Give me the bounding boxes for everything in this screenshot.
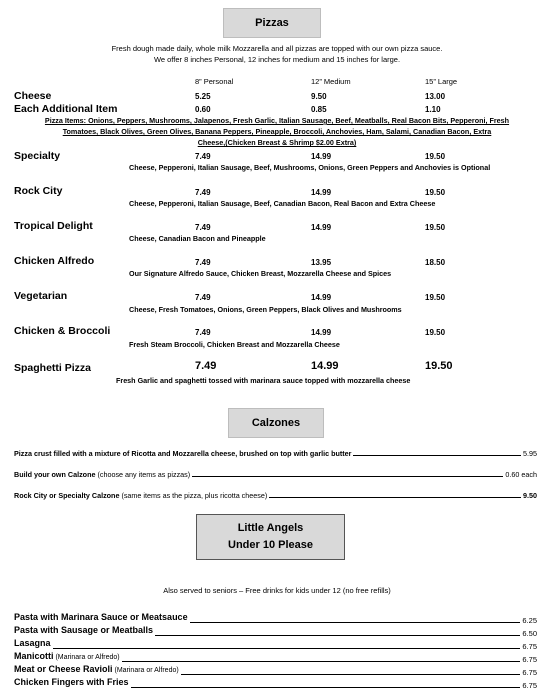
kids-row-price: 6.75	[522, 668, 537, 677]
size-large: 15” Large	[425, 77, 458, 86]
leader-line	[353, 455, 521, 456]
additional-price-personal: 0.60	[195, 105, 211, 114]
calzone-row-label: Pizza crust filled with a mixture of Ricotta and Mozzarella cheese, brushed on top with garlic butter	[14, 449, 352, 458]
kids-row-note: (Marinara or Alfredo)	[112, 667, 179, 674]
calzone-row-price: 9.50	[523, 491, 537, 500]
kids-row-price: 6.75	[522, 681, 537, 690]
chicken-alfredo-name: Chicken Alfredo	[14, 255, 95, 267]
spaghetti-pizza-desc: Fresh Garlic and spaghetti tossed with marinara sauce topped with mozzarella cheese	[116, 376, 411, 385]
additional-name: Each Additional Item	[14, 103, 118, 115]
tropical-delight-price-large: 19.50	[425, 223, 446, 232]
chicken-alfredo-desc: Our Signature Alfredo Sauce, Chicken Breast, Mozzarella Cheese and Spices	[129, 269, 392, 278]
calzone-row-price: 5.95	[523, 449, 537, 458]
size-medium: 12” Medium	[311, 77, 351, 86]
chicken-broccoli-price-personal: 7.49	[195, 328, 211, 337]
kids-heading-box	[196, 514, 345, 560]
kids-row-label: Lasagna	[14, 638, 51, 648]
size-personal: 8” Personal	[195, 77, 234, 86]
calzone-row-price: 0.60 each	[505, 470, 537, 479]
pizzas-heading-box	[223, 8, 321, 38]
pizza-items-label: Pizza Items:	[44, 116, 87, 125]
rock-city-price-personal: 7.49	[195, 188, 211, 197]
vegetarian-desc: Cheese, Fresh Tomatoes, Onions, Green Peppers, Black Olives and Mushrooms	[129, 305, 402, 314]
chicken-broccoli-price-large: 19.50	[425, 328, 446, 337]
additional-price-large: 1.10	[425, 105, 441, 114]
cheese-price-personal: 5.25	[195, 92, 211, 101]
pizza-items-line3: Cheese,(Chicken Breast & Shrimp $2.00 Extra)	[197, 138, 357, 147]
chicken-alfredo-price-medium: 13.95	[311, 258, 332, 267]
vegetarian-price-personal: 7.49	[195, 293, 211, 302]
specialty-name: Specialty	[14, 150, 61, 162]
rock-city-price-medium: 14.99	[311, 188, 332, 197]
kids-row-price: 6.25	[522, 616, 537, 625]
rock-city-price-large: 19.50	[425, 188, 446, 197]
calzone-row-build-your-own	[14, 470, 537, 479]
chicken-broccoli-desc: Fresh Steam Broccoli, Chicken Breast and Mozzarella Cheese	[129, 340, 340, 349]
calzone-row-note: (same items as the pizza, plus ricotta cheese)	[119, 491, 268, 500]
vegetarian-price-large: 19.50	[425, 293, 446, 302]
kids-note: Also served to seniors – Free drinks for kids under 12 (no free refills)	[163, 586, 391, 595]
pizza-items-line1: Pizza Items: Onions, Peppers, Mushrooms, Jalapenos, Fresh Garlic, Italian Sausage, Beef, Meatballs, Real Bacon Bits, Pepperoni, Fresh	[44, 116, 510, 125]
kids-row-price: 6.50	[522, 629, 537, 638]
kids-row-note: (Marinara or Alfredo)	[53, 654, 120, 661]
leader-line	[269, 497, 521, 498]
specialty-price-medium: 14.99	[311, 152, 332, 161]
cheese-price-large: 13.00	[425, 92, 446, 101]
specialty-price-large: 19.50	[425, 152, 446, 161]
kids-row-label: Chicken Fingers with Fries	[14, 677, 129, 687]
pizzas-intro-line2: We offer 8 inches Personal, 12 inches for medium and 15 inches for large.	[153, 55, 401, 64]
chicken-alfredo-price-large: 18.50	[425, 258, 446, 267]
leader-line	[131, 687, 521, 688]
calzone-row-ricotta	[14, 449, 537, 458]
calzone-row-label: Build your own Calzone	[14, 470, 96, 479]
tropical-delight-name: Tropical Delight	[14, 220, 93, 232]
chicken-broccoli-price-medium: 14.99	[311, 328, 332, 337]
vegetarian-name: Vegetarian	[14, 290, 68, 302]
specialty-price-personal: 7.49	[195, 152, 211, 161]
spaghetti-pizza-price-medium: 14.99	[311, 360, 339, 372]
chicken-alfredo-price-personal: 7.49	[195, 258, 211, 267]
tropical-delight-price-medium: 14.99	[311, 223, 332, 232]
kids-row-chicken-fingers	[14, 672, 537, 690]
kids-row-label: Pasta with Marinara Sauce or Meatsauce	[14, 612, 188, 622]
kids-heading-line2: Under 10 Please	[228, 539, 313, 551]
pizza-items-line2: Tomatoes, Black Olives, Green Olives, Banana Peppers, Pineapple, Broccoli, Anchovies, Ham, Salami, Canadian Bacon, Extra	[62, 127, 492, 136]
kids-row-price: 6.75	[522, 655, 537, 664]
pizzas-intro-line1: Fresh dough made daily, whole milk Mozzarella and all pizzas are topped with our own pizza sauce.	[111, 44, 443, 53]
calzone-row-label: Rock City or Specialty Calzone	[14, 491, 120, 500]
chicken-broccoli-name: Chicken & Broccoli	[14, 325, 111, 337]
kids-row-label: Meat or Cheese Ravioli	[14, 664, 113, 674]
kids-row-price: 6.75	[522, 642, 537, 651]
rock-city-desc: Cheese, Pepperoni, Italian Sausage, Beef, Canadian Bacon, Real Bacon and Extra Cheese	[129, 199, 436, 208]
calzones-heading: Calzones	[251, 417, 301, 429]
leader-line	[192, 476, 503, 477]
pizzas-heading: Pizzas	[255, 17, 289, 29]
calzones-heading-box	[228, 408, 324, 438]
vegetarian-price-medium: 14.99	[311, 293, 332, 302]
spaghetti-pizza-name: Spaghetti Pizza	[14, 362, 92, 374]
kids-heading-line1: Little Angels	[237, 522, 304, 534]
cheese-price-medium: 9.50	[311, 92, 327, 101]
spaghetti-pizza-price-large: 19.50	[425, 360, 453, 372]
cheese-name: Cheese	[14, 90, 52, 102]
calzone-row-note: (choose any items as pizzas)	[95, 470, 191, 479]
kids-row-label: Pasta with Sausage or Meatballs	[14, 625, 154, 635]
specialty-desc: Cheese, Pepperoni, Italian Sausage, Beef, Mushrooms, Onions, Green Peppers and Anchovies is Optional	[129, 163, 491, 172]
rock-city-name: Rock City	[14, 185, 63, 197]
kids-row-label: Manicotti	[14, 651, 54, 661]
tropical-delight-price-personal: 7.49	[195, 223, 211, 232]
spaghetti-pizza-price-personal: 7.49	[195, 360, 217, 372]
calzone-row-rock-city	[14, 491, 537, 500]
additional-price-medium: 0.85	[311, 105, 327, 114]
tropical-delight-desc: Cheese, Canadian Bacon and Pineapple	[129, 234, 266, 243]
